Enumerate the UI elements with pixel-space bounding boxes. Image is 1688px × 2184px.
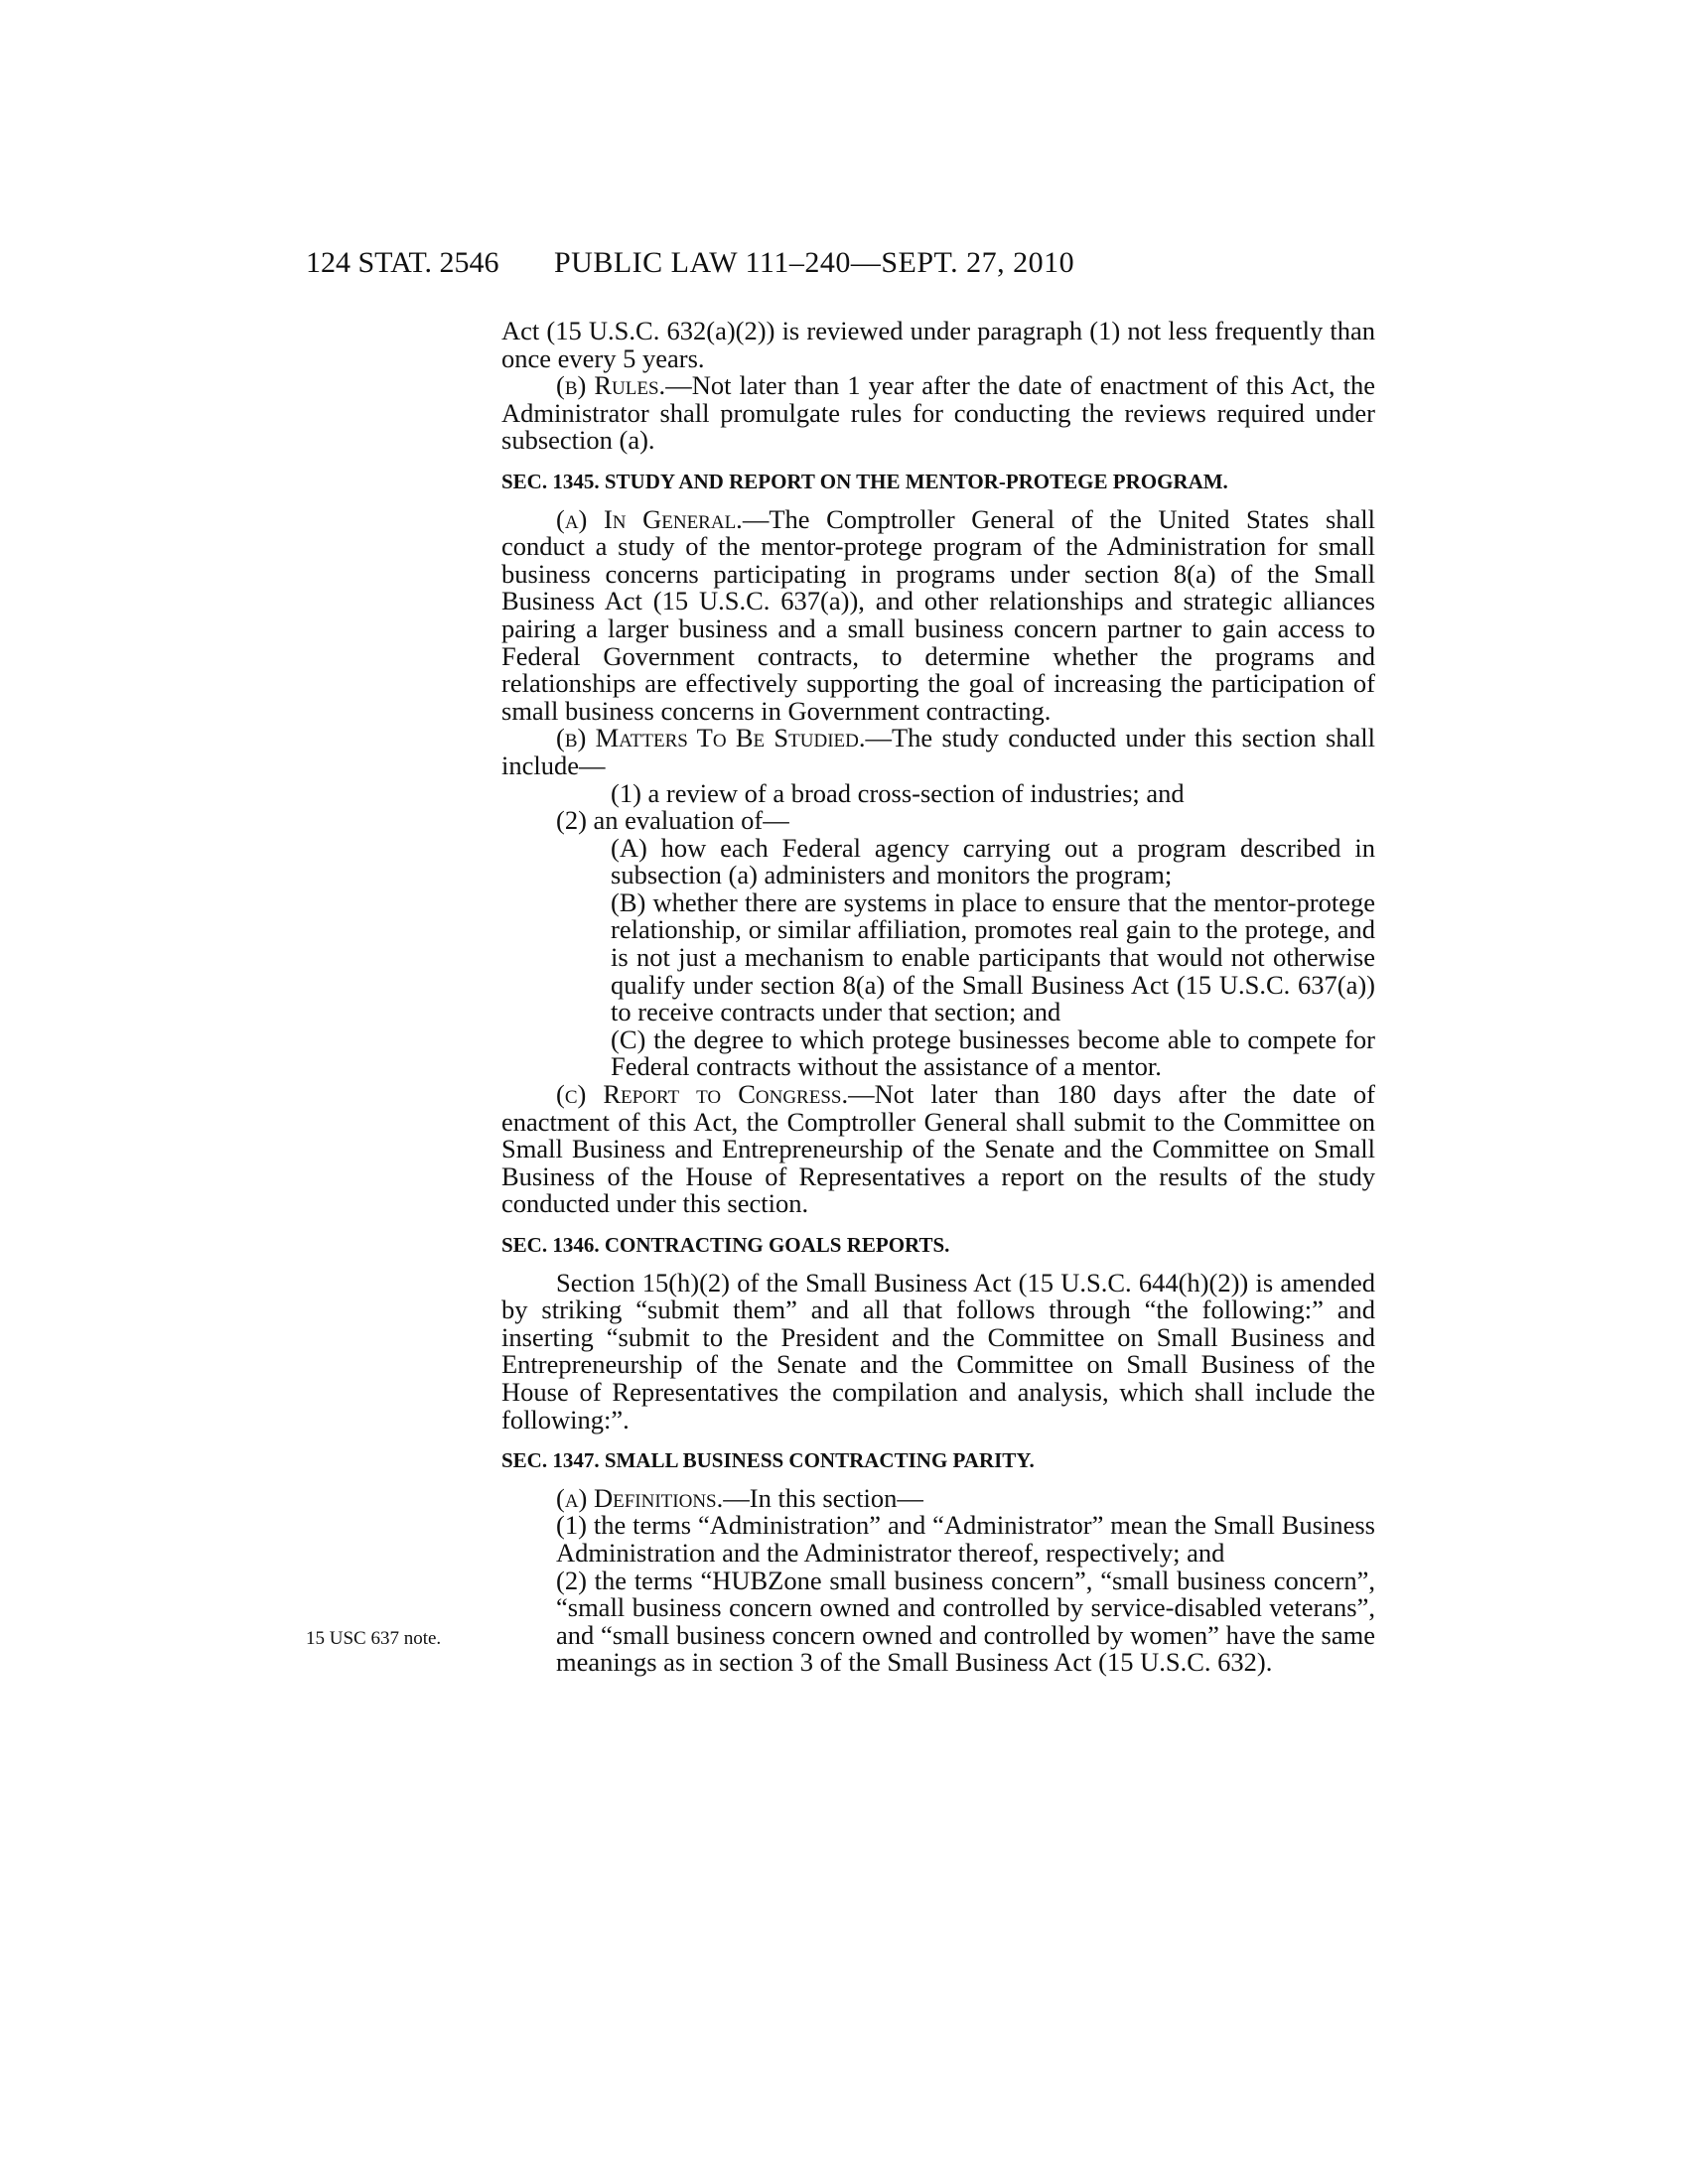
paragraph-heading: (b) Matters To Be Studied.: [556, 723, 866, 753]
paragraph: (1) the terms “Administration” and “Administrator” mean the Small Business Administration and the Administrator thereof, respectively; and: [556, 1510, 1375, 1568]
paragraph: (1) a review of a broad cross-section of industries; and: [611, 777, 1185, 808]
paragraph: (A) how each Federal agency carrying out a program described in subsection (a) administers and monitors the program;: [611, 832, 1375, 890]
margin-note: 15 USC 637 note.: [306, 1628, 442, 1649]
paragraph-heading: (c) Report to Congress.: [556, 1079, 849, 1110]
paragraph: [501, 1482, 1375, 1513]
paragraph-heading: (a) Definitions.: [556, 1482, 724, 1513]
paragraph-text: —In this section—: [723, 1482, 923, 1513]
paragraph: [501, 372, 1375, 455]
section-heading: SEC. 1347. SMALL BUSINESS CONTRACTING PARITY.: [501, 1448, 1035, 1473]
page-reference: 124 STAT. 2546: [306, 246, 499, 279]
paragraph: (2) the terms “HUBZone small business concern”, “small business concern”, “small business concern owned and controlled by service-disabled veterans”, and “small business concern owned and controlled by women” have the same meanings as in section 3 of the Small Business Act (15 U.S.C. 632).: [556, 1565, 1375, 1678]
paragraph-heading: (a) In General.: [556, 503, 743, 534]
paragraph-text: —The Comptroller General of the United States shall conduct a study of the mentor-protege program of the Administration for small business concerns participating in programs under section 8(a) of the Small Business Act (15 U.S.C. 637(a)), and other relationships and strategic alliances pairing a larger business and a small business concern partner to gain access to Federal Government contracts, to determine whether the programs and relationships are effectively supporting the goal of increasing the participation of small business concerns in Government contracting.: [501, 503, 1375, 726]
section-heading: SEC. 1346. CONTRACTING GOALS REPORTS.: [501, 1233, 950, 1257]
paragraph-text: —Not later than 1 year after the date of enactment of this Act, the Administrator shall promulgate rules for conducting the reviews required under subsection (a).: [501, 370, 1375, 456]
section-heading: SEC. 1345. STUDY AND REPORT ON THE MENTOR-PROTEGE PROGRAM.: [501, 469, 1228, 493]
paragraph: (C) the degree to which protege businesses become able to compete for Federal contracts without the assistance of a mentor.: [611, 1024, 1375, 1082]
paragraph: [501, 1081, 1375, 1218]
paragraph: [501, 725, 1375, 779]
running-title: PUBLIC LAW 111–240—SEPT. 27, 2010: [554, 246, 1075, 279]
document-body: [501, 318, 1375, 1677]
paragraph: Act (15 U.S.C. 632(a)(2)) is reviewed under paragraph (1) not less frequently than once every 5 years.: [501, 316, 1375, 373]
paragraph-text: —The study conducted under this section shall include—: [501, 723, 1375, 780]
paragraph: [501, 503, 1375, 726]
page-header: [306, 246, 1373, 286]
paragraph-heading: (b) Rules.: [556, 370, 666, 401]
paragraph-text: —Not later than 180 days after the date of enactment of this Act, the Comptroller General shall submit to the Committee on Small Business and Entrepreneurship of the Senate and the Committee on Small Business of the House of Representatives a report on the results of the study conducted under this section.: [501, 1079, 1375, 1219]
paragraph: Section 15(h)(2) of the Small Business Act (15 U.S.C. 644(h)(2)) is amended by striking “submit them” and all that follows through “the following:” and inserting “submit to the President and the Committee on Small Business and Entrepreneurship of the Senate and the Committee on Small Business of the House of Representatives the compilation and analysis, which shall include the following:”.: [501, 1267, 1375, 1434]
paragraph: (2) an evaluation of—: [556, 805, 789, 836]
paragraph: (B) whether there are systems in place to ensure that the mentor-protege relationship, or similar affiliation, promotes real gain to the protege, and is not just a mechanism to enable participants that would not otherwise qualify under section 8(a) of the Small Business Act (15 U.S.C. 637(a)) to receive contracts under that section; and: [611, 887, 1375, 1027]
